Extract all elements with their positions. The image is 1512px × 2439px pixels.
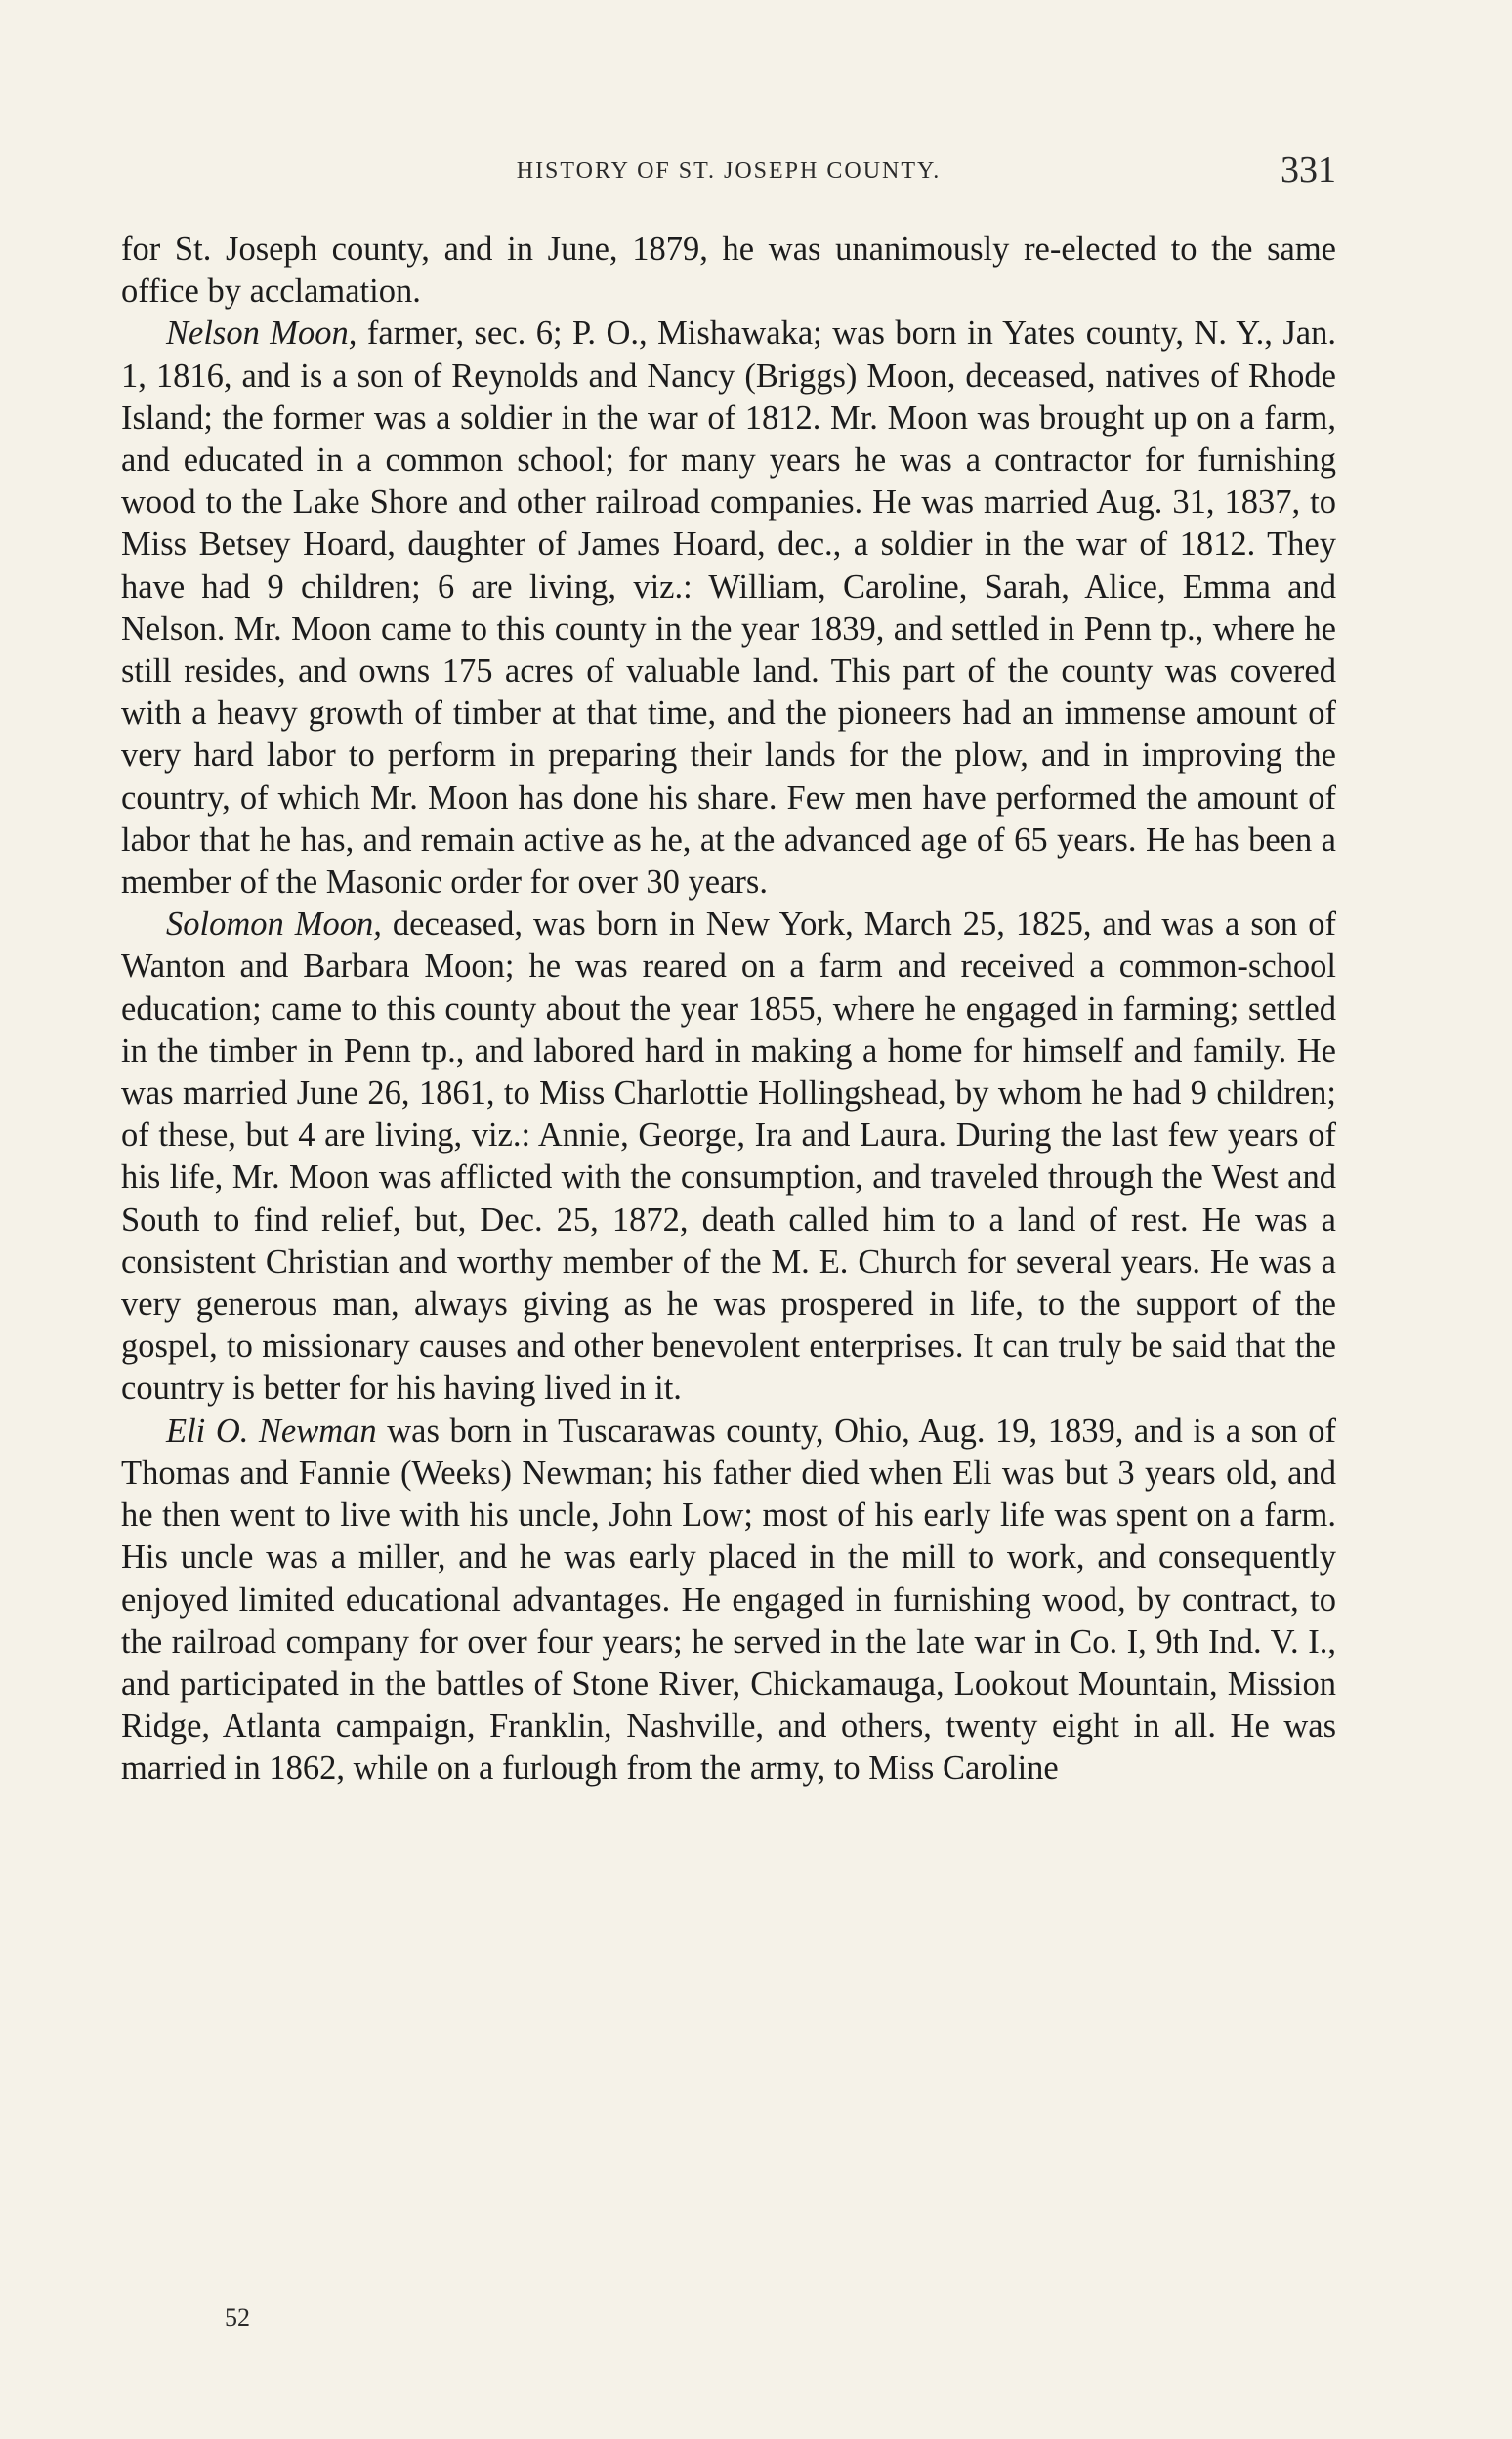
entry-name: Nelson Moon, [166, 315, 357, 353]
biography-nelson-moon [121, 313, 1336, 904]
paragraph-text: farmer, sec. 6; P. O., Mishawaka; was born in Yates county, N. Y., Jan. 1, 1816, and is a son of Reynolds and Nancy (Briggs) Moon, deceased, natives of Rhode Island; the former was a soldier in the war of 1812. Mr. Moon was brought up on a farm, and educated in a common school; for many years he was a contractor for furnishing wood to the Lake Shore and other railroad companies. He was married Aug. 31, 1837, to Miss Betsey Hoard, daughter of James Hoard, dec., a soldier in the war of 1812. They have had 9 children; 6 are living, viz.: William, Caroline, Sarah, Alice, Emma and Nelson. Mr. Moon came to this county in the year 1839, and settled in Penn tp., where he still resides, and owns 175 acres of valuable land. This part of the county was covered with a heavy growth of timber at that time, and the pioneers had an immense amount of very hard labor to perform in preparing their lands for the plow, and in improving the country, of which Mr. Moon has done his share. Few men have performed the amount of labor that he has, and remain active as he, at the advanced age of 65 years. He has been a member of the Masonic order for over 30 years. [121, 315, 1336, 902]
entry-name: Solomon Moon, [166, 905, 382, 944]
paragraph-text: deceased, was born in New York, March 25, 1825, and was a son of Wanton and Barbara Moon; he was reared on a farm and received a common-school education; came to this county about the year 1855, where he engaged in farming; settled in the timber in Penn tp., and labored hard in making a home for himself and family. He was married June 26, 1861, to Miss Charlottie Hollingshead, by whom he had 9 children; of these, but 4 are living, viz.: Annie, George, Ira and Laura. During the last few years of his life, Mr. Moon was afflicted with the consumption, and traveled through the West and South to find relief, but, Dec. 25, 1872, death called him to a land of rest. He was a consistent Christian and worthy member of the M. E. Church for several years. He was a very generous man, always giving as he was prospered in life, to the support of the gospel, to missionary causes and other benevolent enterprises. It can truly be said that the country is better for his having lived in it. [121, 905, 1336, 1408]
paragraph-text: was born in Tuscarawas county, Ohio, Aug. 19, 1839, and is a son of Thomas and Fannie (Weeks) Newman; his father died when Eli was but 3 years old, and he then went to live with his uncle, John Low; most of his early life was spent on a farm. His uncle was a miller, and he was early placed in the mill to work, and consequently enjoyed limited educational advantages. He engaged in furnishing wood, by contract, to the railroad company for over four years; he served in the late war in Co. I, 9th Ind. V. I., and participated in the battles of Stone River, Chickamauga, Lookout Mountain, Mission Ridge, Atlanta campaign, Franklin, Nashville, and others, twenty eight in all. He was married in 1862, while on a furlough from the army, to Miss Caroline [121, 1411, 1336, 1787]
biography-solomon-moon [121, 904, 1336, 1409]
running-head [121, 148, 1336, 197]
body-text [121, 229, 1336, 1790]
biography-eli-newman [121, 1410, 1336, 1790]
page-number: 331 [1281, 149, 1336, 190]
running-title: HISTORY OF ST. JOSEPH COUNTY. [516, 158, 942, 184]
signature-mark: 52 [225, 2303, 250, 2332]
paragraph-continuation [121, 229, 1336, 313]
paragraph-text: for St. Joseph county, and in June, 1879, he was unanimously re-elected to the same office by acclamation. [121, 231, 1336, 311]
entry-name: Eli O. Newman [166, 1411, 377, 1450]
